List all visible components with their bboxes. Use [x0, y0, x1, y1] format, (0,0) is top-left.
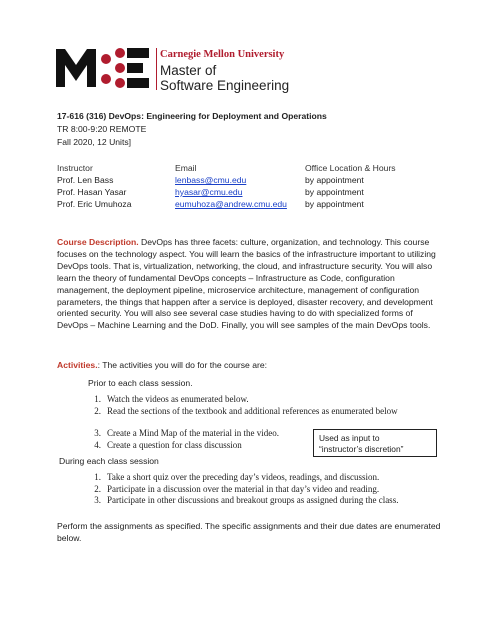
- list-item-text: Take a short quiz over the preceding day’s videos, readings, and discussion.: [107, 472, 380, 482]
- instructor-email-link[interactable]: eumuhoza@andrew.cmu.edu: [175, 199, 287, 209]
- list-item-text: Participate in a discussion over the material in that day’s video and reading.: [107, 484, 380, 494]
- prior-heading: Prior to each class session.: [88, 378, 193, 388]
- instructor-name: Prof. Eric Umuhoza: [57, 199, 132, 209]
- office-hours: by appointment: [305, 199, 364, 209]
- instructor-name: Prof. Len Bass: [57, 175, 114, 185]
- note-line-2: “instructor’s discretion”: [319, 444, 404, 454]
- program-line-1: Master of: [160, 63, 217, 78]
- during-heading: During each class session: [59, 456, 159, 466]
- note-line-1: Used as input to: [319, 433, 380, 443]
- instructor-email-link[interactable]: lenbass@cmu.edu: [175, 175, 247, 185]
- header-instructor: Instructor: [57, 163, 93, 173]
- list-item: 2. Read the sections of the textbook and additional references as enumerated below: [94, 406, 398, 416]
- course-schedule: TR 8:00-9:20 REMOTE: [57, 124, 147, 134]
- program-name: [160, 63, 289, 93]
- instructor-name: Prof. Hasan Yasar: [57, 187, 127, 197]
- list-item-text: Participate in other discussions and breakout groups as assigned during the class.: [107, 495, 399, 505]
- list-item: 3. Create a Mind Map of the material in the video.: [94, 428, 279, 438]
- list-item: 1. Take a short quiz over the preceding day’s videos, readings, and discussion.: [94, 472, 380, 482]
- list-item-text: Watch the videos as enumerated below.: [107, 394, 249, 404]
- activities-intro: : The activities you will do for the course are:: [97, 360, 268, 370]
- course-title: 17-616 (316) DevOps: Engineering for Deployment and Operations: [57, 111, 327, 121]
- list-item: 4. Create a question for class discussion: [94, 440, 242, 450]
- header-office: Office Location & Hours: [305, 163, 396, 173]
- mse-logo-mark: [56, 47, 154, 89]
- course-term: Fall 2020, 12 Units]: [57, 137, 132, 147]
- activities-intro-line: [57, 360, 442, 372]
- description-text: DevOps has three facets: culture, organization, and technology. This course focuses on the technology aspect. You will learn the basics of the infrastructure important to utilizing DevOps tools. That is, virtualization, networking, the cloud, and infrastructure security. You will also learn the theory of fundamental DevOps concepts – Infrastructure as Code, configuration management, the deployment pipeline, microservice architecture, management of configuration parameters, the things that happen after a service is deployed, disaster recovery, and development oriented security. You will also see several case studies having to do with specialized forms of DevOps – Machine Learning and the DoD. Finally, you will see samples of the main DevOps tools.: [57, 237, 436, 331]
- activities-label: Activities.: [57, 360, 98, 370]
- list-item: 1. Watch the videos as enumerated below.: [94, 394, 249, 404]
- list-item: 2. Participate in a discussion over the material in that day’s video and reading.: [94, 484, 380, 494]
- office-hours: by appointment: [305, 187, 364, 197]
- instructor-email-link[interactable]: hyasar@cmu.edu: [175, 187, 243, 197]
- note-box: [313, 429, 437, 457]
- list-item: 3. Participate in other discussions and breakout groups as assigned during the class.: [94, 495, 399, 505]
- list-item-text: Create a question for class discussion: [107, 440, 242, 450]
- closing-paragraph: Perform the assignments as specified. The specific assignments and their due dates are enumerated below.: [57, 521, 441, 543]
- list-item-text: Read the sections of the textbook and additional references as enumerated below: [107, 406, 398, 416]
- course-description: [57, 237, 442, 332]
- program-line-2: Software Engineering: [160, 78, 290, 93]
- list-item-text: Create a Mind Map of the material in the video.: [107, 428, 279, 438]
- logo-divider: [156, 48, 157, 90]
- header-email: Email: [175, 163, 197, 173]
- office-hours: by appointment: [305, 175, 364, 185]
- university-name: Carnegie Mellon University: [160, 49, 285, 60]
- description-label: Course Description.: [57, 237, 139, 247]
